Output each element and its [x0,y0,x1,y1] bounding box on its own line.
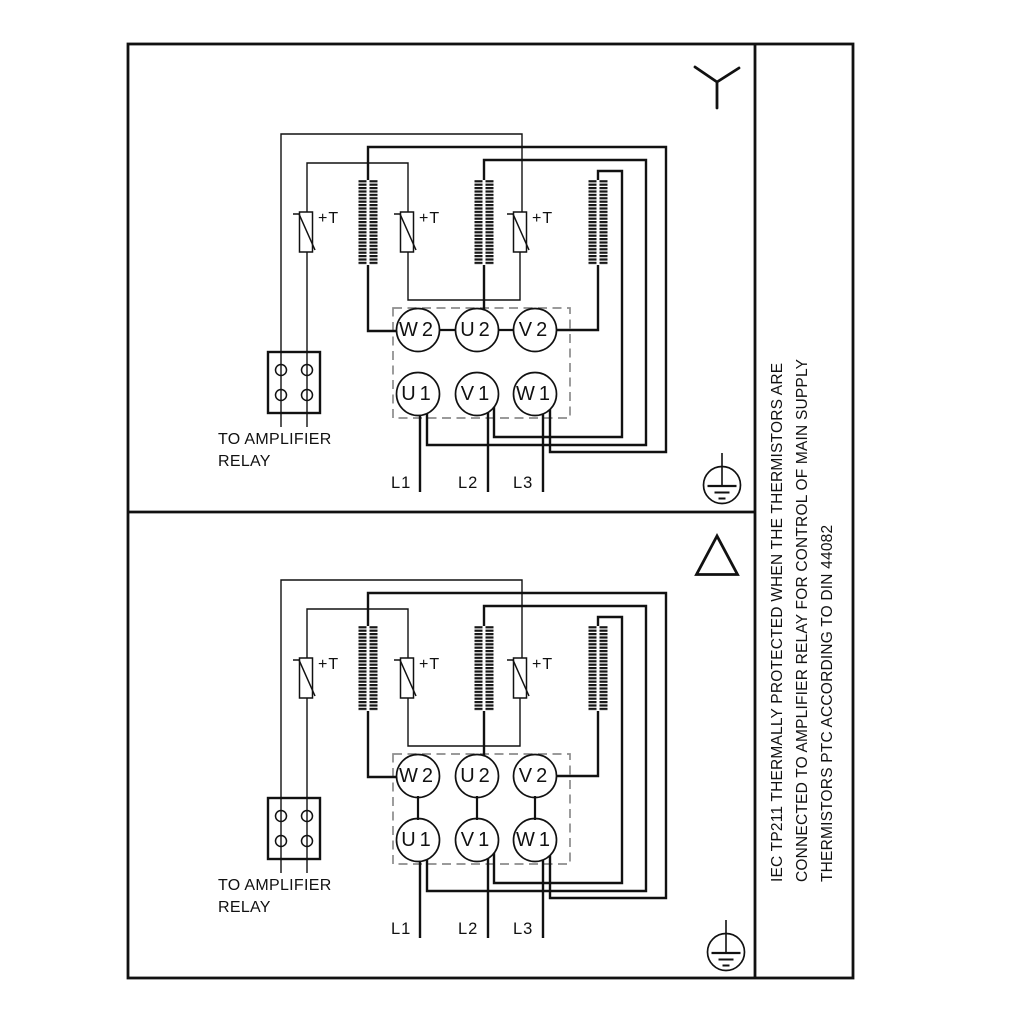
thermistor-label: +T [419,656,441,673]
terminal-label-v2: V2 [518,319,552,341]
side-note [765,358,843,882]
thermistor-label: +T [318,656,340,673]
delta-icon [697,536,738,575]
supply-label-l3: L3 [513,920,534,938]
side-note-line3: THERMISTORS PTC ACCORDING TO DIN 44082 [819,524,836,882]
side-note-line1: IEC TP211 THERMALLY PROTECTED WHEN THE THERMISTORS ARE [769,362,786,882]
terminal-label-v2: V2 [518,765,552,787]
terminal-label-w1: W1 [516,383,554,405]
delta-links [418,796,535,820]
thermistor-label: +T [532,656,554,673]
relay-note-line1: TO AMPLIFIER [218,877,332,894]
relay-note-line1: TO AMPLIFIER [218,431,332,448]
terminal-label-w2: W2 [399,319,437,341]
terminal-label-u1: U1 [401,383,435,405]
terminal-label-u2: U2 [460,319,494,341]
relay-note-line2: RELAY [218,453,271,470]
relay-note-line2: RELAY [218,899,271,916]
side-note-line2: CONNECTED TO AMPLIFIER RELAY FOR CONTROL OF MAIN SUPPLY [794,358,811,882]
thermistor-label: +T [532,210,554,227]
terminal-label-v1: V1 [460,829,494,851]
supply-label-l1: L1 [391,474,412,492]
terminal-label-v1: V1 [460,383,494,405]
thermistor-label: +T [318,210,340,227]
thermistor-label: +T [419,210,441,227]
ground-icon [708,920,745,971]
supply-label-l2: L2 [458,920,479,938]
supply-label-l3: L3 [513,474,534,492]
terminal-label-u1: U1 [401,829,435,851]
supply-label-l1: L1 [391,920,412,938]
ground-icon [704,453,741,504]
terminal-label-w2: W2 [399,765,437,787]
wye-star-icon [695,67,739,108]
supply-label-l2: L2 [458,474,479,492]
terminal-label-u2: U2 [460,765,494,787]
terminal-label-w1: W1 [516,829,554,851]
